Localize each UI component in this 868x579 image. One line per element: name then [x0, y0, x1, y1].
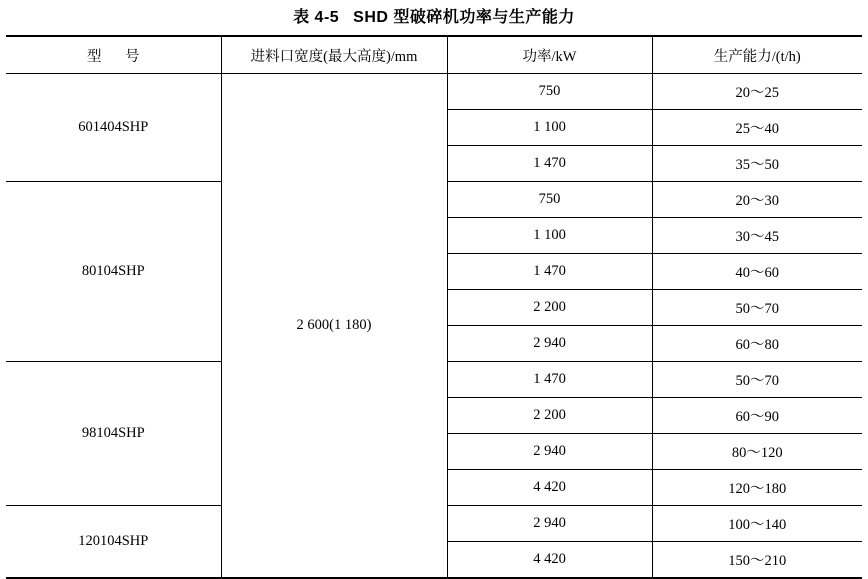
model-cell: 98104SHP [6, 362, 221, 506]
power-cell: 750 [447, 74, 652, 110]
model-cell: 80104SHP [6, 182, 221, 362]
power-cell: 1 100 [447, 218, 652, 254]
power-cell: 2 940 [447, 434, 652, 470]
power-cell: 1 100 [447, 110, 652, 146]
header-power: 功率/kW [447, 36, 652, 74]
feed-opening-cell: 2 600(1 180) [221, 74, 447, 579]
capacity-cell: 100～140 [652, 506, 862, 542]
model-cell: 120104SHP [6, 506, 221, 579]
capacity-cell: 35～50 [652, 146, 862, 182]
capacity-cell: 120～180 [652, 470, 862, 506]
capacity-cell: 20～30 [652, 182, 862, 218]
table-body [6, 74, 862, 579]
power-cell: 1 470 [447, 146, 652, 182]
power-cell: 4 420 [447, 470, 652, 506]
capacity-cell: 150～210 [652, 542, 862, 579]
table-header [6, 36, 862, 74]
capacity-cell: 60～80 [652, 326, 862, 362]
table-caption-number: 表 4-5 [293, 9, 340, 26]
header-row [6, 36, 862, 74]
capacity-cell: 20～25 [652, 74, 862, 110]
power-cell: 4 420 [447, 542, 652, 579]
table-caption [0, 0, 868, 35]
header-model: 型 号 [6, 36, 221, 74]
capacity-cell: 25～40 [652, 110, 862, 146]
power-cell: 1 470 [447, 362, 652, 398]
power-cell: 1 470 [447, 254, 652, 290]
header-feed-opening: 进料口宽度(最大高度)/mm [221, 36, 447, 74]
spec-table [6, 35, 862, 579]
capacity-cell: 50～70 [652, 362, 862, 398]
capacity-cell: 50～70 [652, 290, 862, 326]
capacity-cell: 40～60 [652, 254, 862, 290]
capacity-cell: 30～45 [652, 218, 862, 254]
power-cell: 750 [447, 182, 652, 218]
table-caption-title: SHD 型破碎机功率与生产能力 [353, 9, 575, 26]
table-row [6, 74, 862, 110]
table-container [0, 35, 868, 579]
capacity-cell: 80～120 [652, 434, 862, 470]
power-cell: 2 200 [447, 398, 652, 434]
capacity-cell: 60～90 [652, 398, 862, 434]
power-cell: 2 940 [447, 326, 652, 362]
power-cell: 2 940 [447, 506, 652, 542]
header-capacity: 生产能力/(t/h) [652, 36, 862, 74]
power-cell: 2 200 [447, 290, 652, 326]
model-cell: 601404SHP [6, 74, 221, 182]
